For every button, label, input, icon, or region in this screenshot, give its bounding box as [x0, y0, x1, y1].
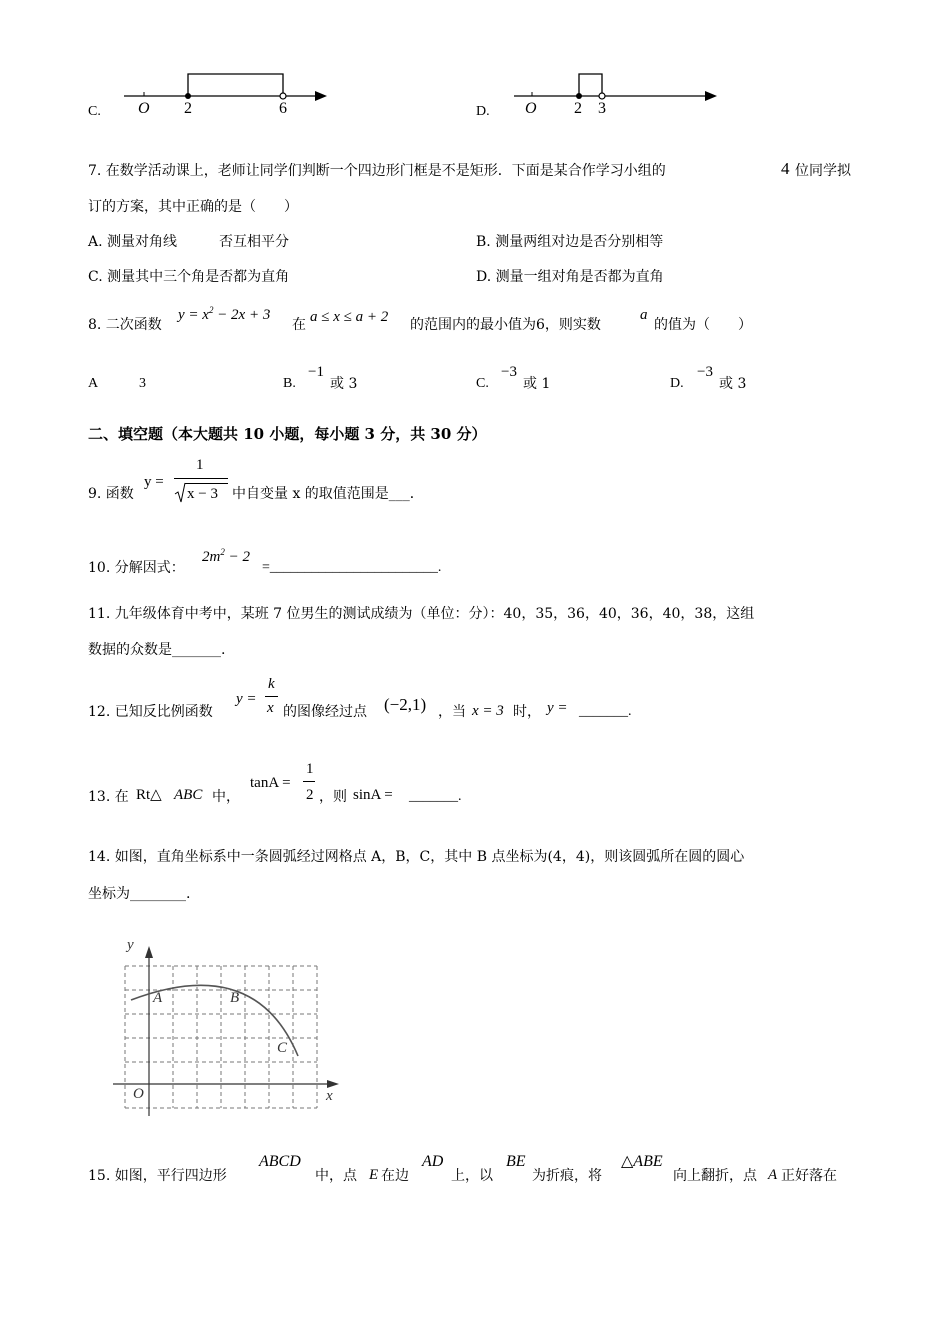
- origin-label: O: [525, 100, 537, 117]
- q12-blank: _______.: [579, 704, 632, 719]
- q8-option-d-label: D.: [670, 376, 684, 391]
- fraction-bar: [303, 781, 315, 782]
- q13-sin: sinA =: [353, 787, 393, 803]
- q8-option-c-math: −3: [501, 364, 517, 380]
- x-axis-label: x: [326, 1088, 333, 1104]
- q7-option-b: B. 测量两组对边是否分别相等: [476, 234, 664, 250]
- q9-numerator: 1: [196, 457, 204, 473]
- q15-a: A: [768, 1167, 778, 1183]
- q13-numerator: 1: [306, 761, 314, 777]
- q11-line2: 数据的众数是_______.: [88, 642, 226, 658]
- fraction-bar: [174, 478, 228, 479]
- q13-tan: tanA =: [250, 775, 291, 791]
- q10-blank: =________________________.: [262, 560, 442, 575]
- y-axis-arrow: [145, 946, 153, 958]
- q8-option-d-text: 或 3: [719, 376, 747, 392]
- point-a-label: A: [153, 990, 163, 1006]
- q8-option-b-math: −1: [308, 364, 324, 380]
- fraction-bar: [265, 696, 278, 697]
- y-axis-label: y: [127, 937, 134, 953]
- tick-label: 3: [598, 100, 606, 117]
- q7-stem-line1: 7. 在数学活动课上，老师让同学们判断一个四边形门框是不是矩形．下面是某合作学习小组的: [88, 163, 666, 179]
- q11-line1: 11. 九年级体育中考中，某班 7 位男生的测试成绩为（单位：分）：40，35，36，40，36，40，38，这组: [88, 606, 755, 622]
- x-axis-arrow: [327, 1080, 339, 1088]
- q15-t2: 在边: [381, 1168, 409, 1184]
- q8-option-d-math: −3: [697, 364, 713, 380]
- q13-denominator: 2: [306, 787, 314, 803]
- origin-label: O: [133, 1086, 144, 1102]
- radical-sign: [174, 482, 186, 504]
- option-label: C.: [88, 104, 101, 119]
- q12-text1: 的图像经过点: [283, 704, 367, 720]
- q8-range: a ≤ x ≤ a + 2: [310, 309, 389, 325]
- section-title: 二、填空题（本大题共 10 小题，每小题 3 分，共 30 分）: [88, 425, 487, 443]
- q8-option-a-label: A: [88, 376, 99, 391]
- origin-label: O: [138, 100, 150, 117]
- q7-stem-line1-end: 位同学拟: [795, 163, 851, 179]
- q8-function: [178, 306, 270, 323]
- tick-label: 6: [279, 100, 287, 117]
- number-line-d: [510, 66, 720, 106]
- q14-line2: 坐标为________.: [88, 886, 191, 902]
- tick-label: 2: [574, 100, 582, 117]
- q9-text: 中自变量 x 的取值范围是___．: [232, 486, 424, 502]
- q15-t6: 正好落在: [781, 1168, 837, 1184]
- q8-text-end: 的值为（ ）: [654, 317, 752, 333]
- q12-number: 12. 已知反比例函数: [88, 704, 213, 720]
- option-label: D.: [476, 104, 490, 119]
- q8-option-b-text: 或 3: [330, 376, 358, 392]
- q8-option-c-text: 或 1: [523, 376, 551, 392]
- q15-triangle: △ABE: [621, 1153, 663, 1170]
- radical-bar: [185, 483, 228, 484]
- q13-abc: ABC: [174, 787, 203, 803]
- q15-t4: 为折痕，将: [532, 1168, 602, 1184]
- number-line-c: [120, 66, 330, 106]
- q12-y-blank: y =: [547, 700, 568, 716]
- q8-option-a-value: 3: [139, 376, 146, 391]
- q7-option-a: A. 测量对角线 否互相平分: [88, 234, 290, 250]
- q10-expr-base: 2m: [202, 549, 221, 565]
- q8-in: 在: [292, 317, 306, 333]
- q15-ad: AD: [422, 1153, 444, 1170]
- q12-condition: x = 3: [472, 703, 504, 719]
- q15-e: E: [369, 1167, 379, 1183]
- q8-func-rhs: − 2x + 3: [213, 307, 271, 323]
- q8-option-c-label: C.: [476, 376, 489, 391]
- q15-number: 15. 如图，平行四边形: [88, 1168, 227, 1184]
- q8-text-mid: 的范围内的最小值为6，则实数: [410, 317, 601, 333]
- q15-t1: 中，点: [315, 1168, 357, 1184]
- q7-stem-line2: 订的方案，其中正确的是（ ）: [88, 199, 298, 215]
- q12-k: k: [268, 676, 275, 692]
- q10-expr-tail: − 2: [224, 549, 250, 565]
- q10-number: 10. 分解因式：: [88, 560, 185, 576]
- q12-text2: ，当: [438, 704, 466, 720]
- q15-t3: 上，以: [451, 1168, 493, 1184]
- q13-text1: 中，: [212, 789, 240, 805]
- point-c-label: C: [277, 1040, 288, 1056]
- q7-option-d: D. 测量一组对角是否都为直角: [476, 269, 664, 285]
- q7-option-c: C. 测量其中三个角是否都为直角: [88, 269, 290, 285]
- tick-label: 2: [184, 100, 192, 117]
- q9-y-eq: y =: [144, 474, 164, 490]
- q9-number: 9. 函数: [88, 486, 134, 502]
- q13-number: 13. 在: [88, 789, 129, 805]
- q7-number: 4: [781, 159, 790, 178]
- q9-radicand: x − 3: [187, 486, 218, 502]
- q12-point: (−2,1): [384, 695, 427, 714]
- q15-t5: 向上翻折，点: [673, 1168, 757, 1184]
- q14-line1: 14. 如图，直角坐标系中一条圆弧经过网格点 A，B，C，其中 B 点坐标为(4，4)，则该圆弧所在圆的圆心: [88, 849, 745, 865]
- q12-x: x: [267, 700, 274, 716]
- q15-abcd: ABCD: [259, 1153, 301, 1170]
- q15-be: BE: [506, 1153, 526, 1170]
- q10-expr: [202, 548, 250, 565]
- point-b-label: B: [230, 990, 240, 1006]
- q8-func-exp: 2: [208, 305, 214, 315]
- q13-text2: ，则: [319, 789, 347, 805]
- q13-rt: Rt△: [136, 787, 162, 803]
- q8-func-lhs: y = x: [178, 307, 209, 323]
- q13-blank: _______.: [409, 789, 462, 804]
- q8-number: 8. 二次函数: [88, 317, 162, 333]
- q12-text3: 时，: [513, 704, 541, 720]
- axes: [113, 952, 333, 1116]
- q8-option-b-label: B.: [283, 376, 296, 391]
- q12-y-eq: y =: [236, 691, 257, 707]
- q8-var-a: a: [640, 307, 648, 323]
- q10-expr-exp: 2: [220, 547, 225, 557]
